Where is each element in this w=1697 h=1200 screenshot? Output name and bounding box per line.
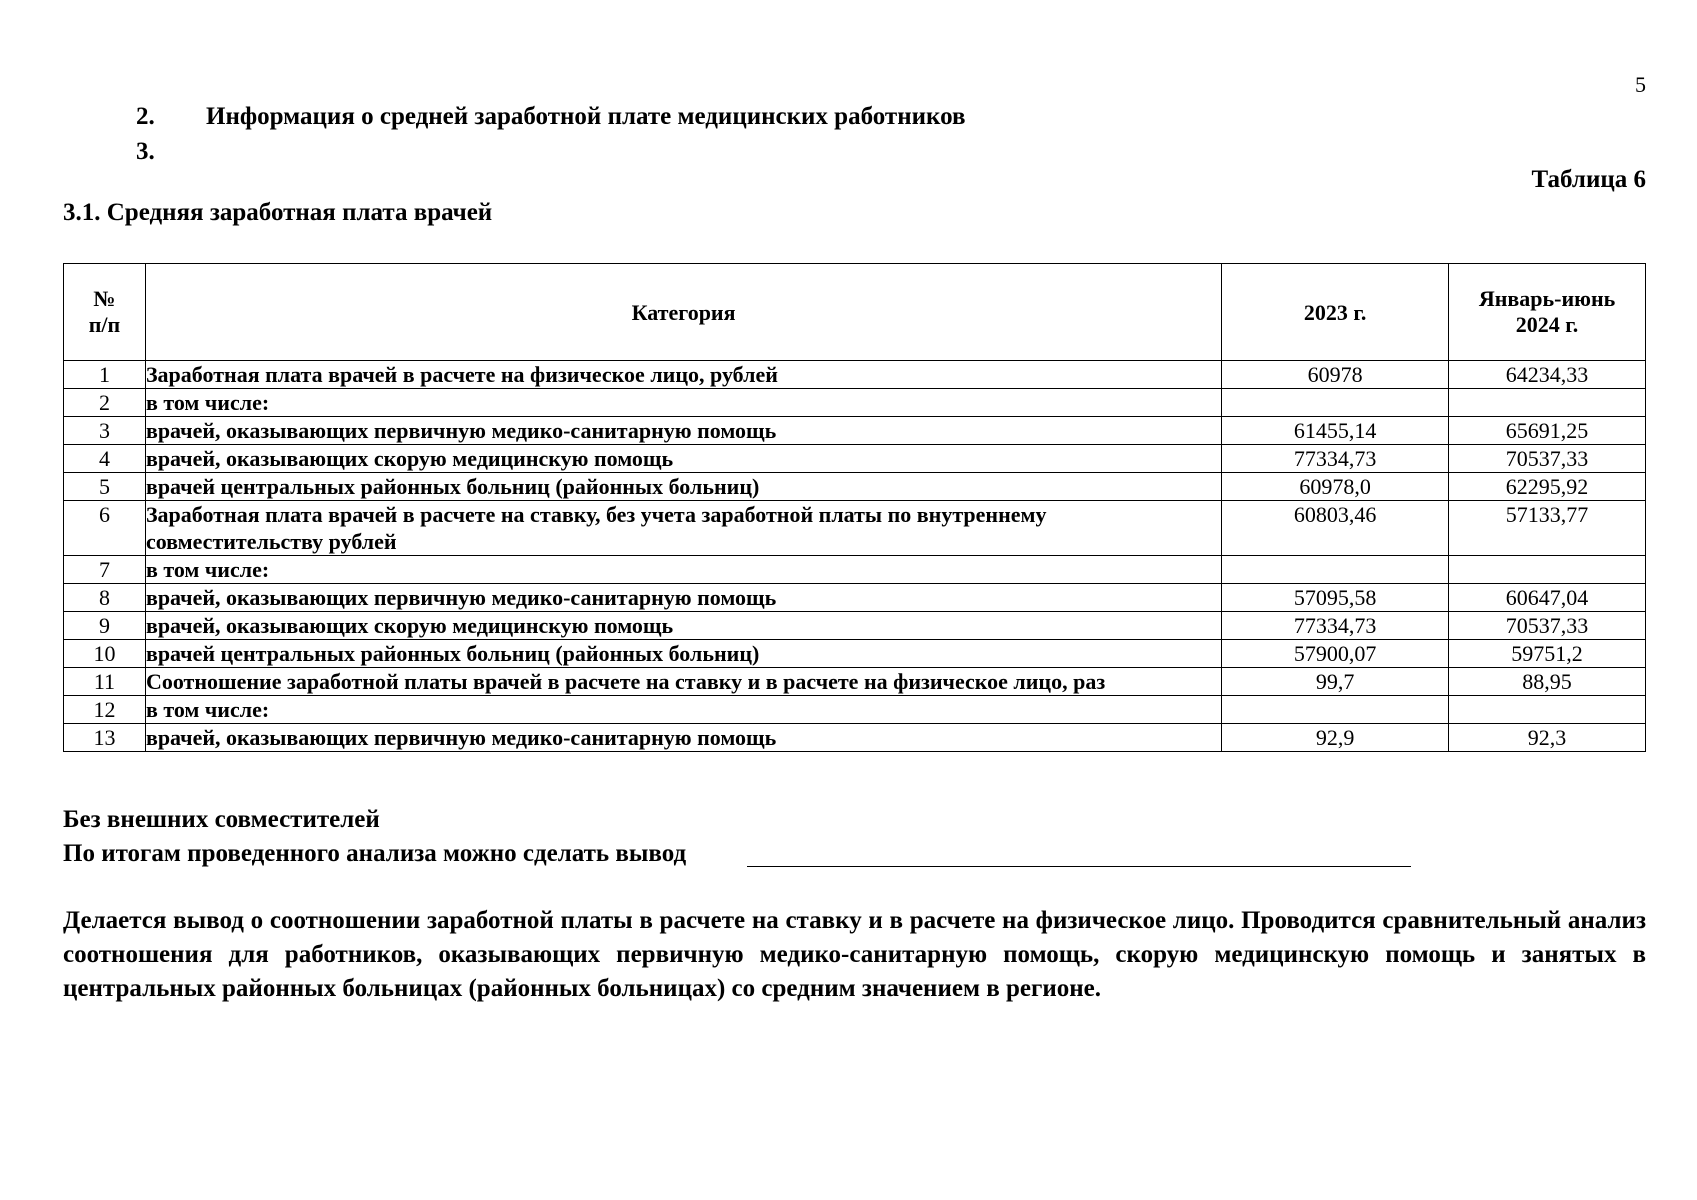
header-period-line1: Январь-июнь [1478, 286, 1616, 311]
heading-text: Информация о средней заработной плате медицинских работников [206, 103, 966, 130]
row-number: 4 [64, 445, 146, 473]
row-value-2023: 92,9 [1222, 724, 1449, 752]
row-number: 7 [64, 556, 146, 584]
table-row [64, 640, 1646, 668]
row-value-2024: 64234,33 [1449, 361, 1646, 389]
header-number-line2: п/п [88, 312, 121, 337]
row-number: 1 [64, 361, 146, 389]
table-row [64, 501, 1646, 556]
table-row [64, 417, 1646, 445]
table-row [64, 724, 1646, 752]
row-value-2023: 99,7 [1222, 668, 1449, 696]
header-year-2023: 2023 г. [1222, 264, 1449, 361]
table-row [64, 389, 1646, 417]
row-category: врачей, оказывающих первичную медико-санитарную помощь [145, 724, 1221, 752]
row-number: 9 [64, 612, 146, 640]
row-value-2024 [1449, 696, 1646, 724]
row-value-2024: 92,3 [1449, 724, 1646, 752]
page-number: 5 [1635, 72, 1646, 97]
row-value-2024: 65691,25 [1449, 417, 1646, 445]
table-row [64, 556, 1646, 584]
row-value-2023: 77334,73 [1222, 612, 1449, 640]
row-value-2024 [1449, 389, 1646, 417]
table-row [64, 612, 1646, 640]
row-value-2024: 60647,04 [1449, 584, 1646, 612]
row-category: Заработная плата врачей в расчете на физическое лицо, рублей [145, 361, 1221, 389]
row-value-2023: 61455,14 [1222, 417, 1449, 445]
row-category: врачей центральных районных больниц (районных больниц) [145, 640, 1221, 668]
row-number: 12 [64, 696, 146, 724]
table-body [64, 361, 1646, 752]
row-value-2023 [1222, 389, 1449, 417]
conclusion-paragraph: Делается вывод о соотношении заработной платы в расчете на ставку и в расчете на физическое лицо. Проводится сравнительный анализ соотношения для работников, оказывающих первичную медико-санитарную помощь, скорую медицинскую помощь и занятых в центральных районных больницах (районных больницах) со средним значением в регионе. [63, 907, 1646, 1002]
row-number: 13 [64, 724, 146, 752]
header-category: Категория [145, 264, 1221, 361]
row-value-2023: 60803,46 [1222, 501, 1449, 556]
row-number: 5 [64, 473, 146, 501]
note-analysis-conclusion-prompt: По итогам проведенного анализа можно сделать вывод [63, 840, 687, 867]
heading-number: 2. [136, 103, 155, 130]
row-value-2023 [1222, 696, 1449, 724]
row-value-2024: 70537,33 [1449, 612, 1646, 640]
row-number: 11 [64, 668, 146, 696]
header-number-line1: № [93, 286, 116, 311]
section-title: 3.1. Средняя заработная плата врачей [63, 199, 493, 226]
table-row [64, 473, 1646, 501]
row-number: 6 [64, 501, 146, 556]
row-category: Заработная плата врачей в расчете на ставку, без учета заработной платы по внутреннему совместительству рублей [145, 501, 1221, 556]
row-number: 10 [64, 640, 146, 668]
header-period-line2: 2024 г. [1515, 312, 1579, 337]
table-label: Таблица 6 [1531, 166, 1646, 193]
row-value-2023: 57900,07 [1222, 640, 1449, 668]
row-value-2024: 57133,77 [1449, 501, 1646, 556]
table-row [64, 668, 1646, 696]
row-category: врачей центральных районных больниц (районных больниц) [145, 473, 1221, 501]
table-row [64, 445, 1646, 473]
row-value-2024: 88,95 [1449, 668, 1646, 696]
row-category: врачей, оказывающих первичную медико-санитарную помощь [145, 417, 1221, 445]
fill-in-line [747, 866, 1411, 867]
row-value-2024: 70537,33 [1449, 445, 1646, 473]
row-category: в том числе: [145, 696, 1221, 724]
row-category: в том числе: [145, 389, 1221, 417]
row-value-2023: 60978 [1222, 361, 1449, 389]
row-value-2023: 77334,73 [1222, 445, 1449, 473]
row-category: врачей, оказывающих скорую медицинскую помощь [145, 445, 1221, 473]
row-category: Соотношение заработной платы врачей в расчете на ставку и в расчете на физическое лицо, раз [145, 668, 1221, 696]
row-value-2023 [1222, 556, 1449, 584]
table-row [64, 696, 1646, 724]
row-value-2024: 62295,92 [1449, 473, 1646, 501]
row-number: 8 [64, 584, 146, 612]
salary-table [63, 263, 1646, 752]
table-row [64, 361, 1646, 389]
row-number: 2 [64, 389, 146, 417]
header-number [64, 264, 146, 361]
row-value-2024 [1449, 556, 1646, 584]
row-value-2023: 60978,0 [1222, 473, 1449, 501]
row-value-2024: 59751,2 [1449, 640, 1646, 668]
row-category: врачей, оказывающих скорую медицинскую помощь [145, 612, 1221, 640]
header-period-2024 [1449, 264, 1646, 361]
row-category: врачей, оказывающих первичную медико-санитарную помощь [145, 584, 1221, 612]
table-header-row [64, 264, 1646, 361]
row-value-2023: 57095,58 [1222, 584, 1449, 612]
heading-number: 3. [136, 138, 155, 165]
row-category: в том числе: [145, 556, 1221, 584]
note-external-part-timers: Без внешних совместителей [63, 806, 380, 833]
row-number: 3 [64, 417, 146, 445]
table-row [64, 584, 1646, 612]
